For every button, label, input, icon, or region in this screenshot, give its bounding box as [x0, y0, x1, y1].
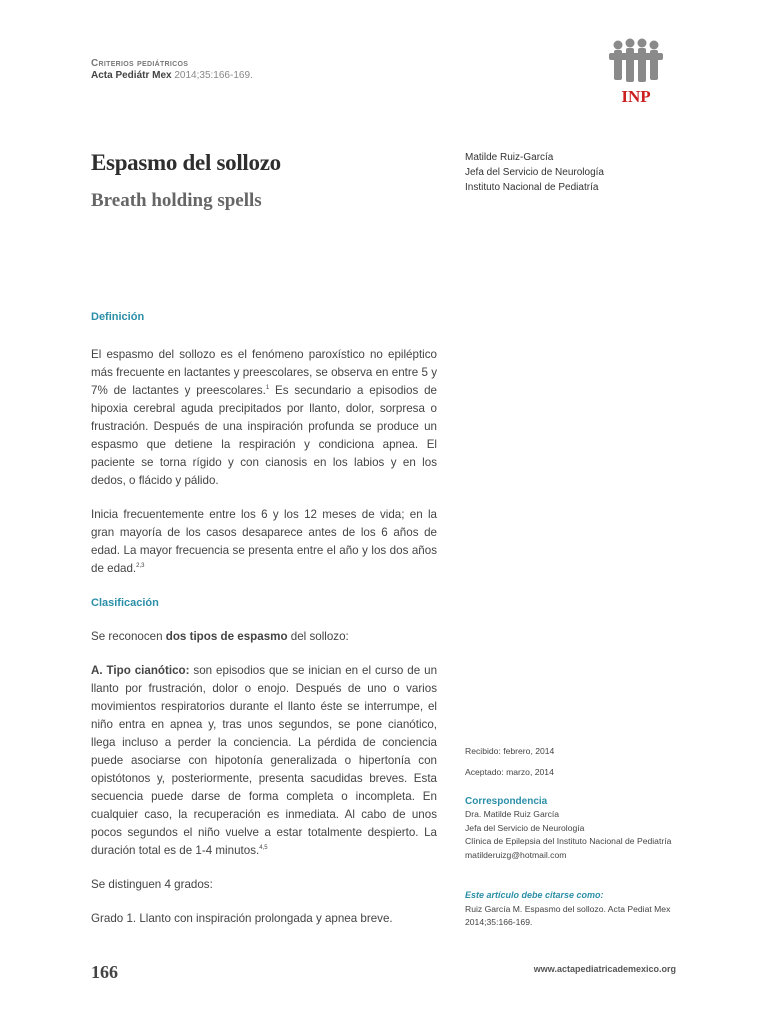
paragraph-grade-1: Grado 1. Llanto con inspiración prolongada y apnea breve.	[91, 912, 393, 925]
author-institution: Instituto Nacional de Pediatría	[465, 182, 599, 193]
journal-name: Acta Pediátr Mex	[91, 70, 172, 81]
paragraph-definition	[91, 346, 437, 490]
article-title: Espasmo del sollozo	[91, 150, 281, 175]
author-block	[465, 150, 604, 195]
page-number: 166	[91, 962, 118, 982]
correspondence-clinic: Clínica de Epilepsia del Instituto Nacional de Pediatría	[465, 836, 672, 846]
correspondence-heading: Correspondencia	[465, 796, 548, 807]
accepted-date: Aceptado: marzo, 2014	[465, 767, 554, 777]
paragraph-cyanotic	[91, 662, 437, 860]
correspondence-block	[465, 795, 677, 862]
journal-issue: 2014;35:166-169.	[174, 70, 253, 81]
paragraph-definition-text-2: Es secundario a episodios de hipoxia cerebral aguda precipitados por llanto, dolor, sorpresa o frustración. Después de una inspiración profunda se produce un espasmo que detiene la respiración y condiciona apnea. El paciente se torna rígido y con cianosis en los labios y en los dedos, o flácido y pálido.	[91, 384, 437, 487]
author-position: Jefa del Servicio de Neurología	[465, 167, 604, 178]
ref-2-3: 2,3	[136, 563, 145, 570]
citation-block	[465, 889, 677, 930]
paragraph-onset	[91, 506, 437, 578]
correspondence-email[interactable]: matilderuizg@hotmail.com	[465, 849, 567, 860]
inp-logo-figures	[608, 38, 664, 106]
types-intro-bold: dos tipos de espasmo	[165, 630, 288, 643]
correspondence-position: Jefa del Servicio de Neurología	[465, 822, 585, 833]
author-name: Matilde Ruiz-García	[465, 152, 554, 163]
types-intro-post: del sollozo:	[287, 630, 349, 643]
article-body	[91, 308, 437, 928]
citation-text: Ruiz García M. Espasmo del sollozo. Acta Pediat Mex 2014;35:166-169.	[465, 903, 671, 927]
paragraph-definition-text: El espasmo del sollozo es el fenómeno paroxístico no epiléptico más frecuente en lactantes y preescolares, se observa en entre 5 y 7% de lactantes y preescolares.	[91, 348, 437, 397]
paragraph-grades-intro: Se distinguen 4 grados:	[91, 878, 213, 891]
article-subtitle: Breath holding spells	[91, 190, 262, 211]
inp-logo	[608, 38, 664, 106]
cyanotic-text: son episodios que se inician en el curso de un llanto por frustración, dolor o enojo. Después de uno o varios movimientos respiratorios durante el llanto éste se interrumpe, el niño entra en apnea y, tras unos segundos, se pone cianótico, llega incluso a perder la conciencia. La pérdida de conciencia puede asociarse con hipotonía generalizada o hipertonía con opistótonos y, posteriormente, presenta sacudidas breves. Esta secuencia puede darse de forma completa o incompleta. En cualquier caso, la recuperación es inmediata. Al cabo de unos pocos segundos el niño vuelve a estar totalmente despierto. La duración total es de 1-4 minutos.	[91, 664, 438, 857]
received-date: Recibido: febrero, 2014	[465, 746, 555, 756]
paragraph-onset-text: Inicia frecuentemente entre los 6 y los 12 meses de vida; en la gran mayoría de los casos desaparece antes de los 6 años de edad. La mayor frecuencia se presenta entre el año y los dos años de edad.	[91, 508, 437, 575]
journal-citation	[91, 70, 253, 82]
citation-heading: Este artículo debe citarse como:	[465, 890, 604, 900]
heading-clasificacion: Clasificación	[91, 597, 159, 609]
types-intro-pre: Se reconocen	[91, 630, 166, 643]
ref-4-5: 4,5	[259, 845, 268, 852]
journal-website-link[interactable]: www.actapediatricademexico.org	[533, 964, 676, 974]
section-label: Criterios pediátricos	[91, 58, 189, 69]
running-header	[91, 58, 253, 82]
cyanotic-label: A. Tipo cianótico:	[91, 664, 190, 677]
inp-logo-text: INP	[621, 87, 651, 106]
ref-1: 1	[265, 385, 270, 392]
heading-definicion: Definición	[91, 311, 145, 323]
paragraph-types-intro	[91, 628, 437, 646]
correspondence-name: Dra. Matilde Ruiz García	[465, 809, 560, 819]
